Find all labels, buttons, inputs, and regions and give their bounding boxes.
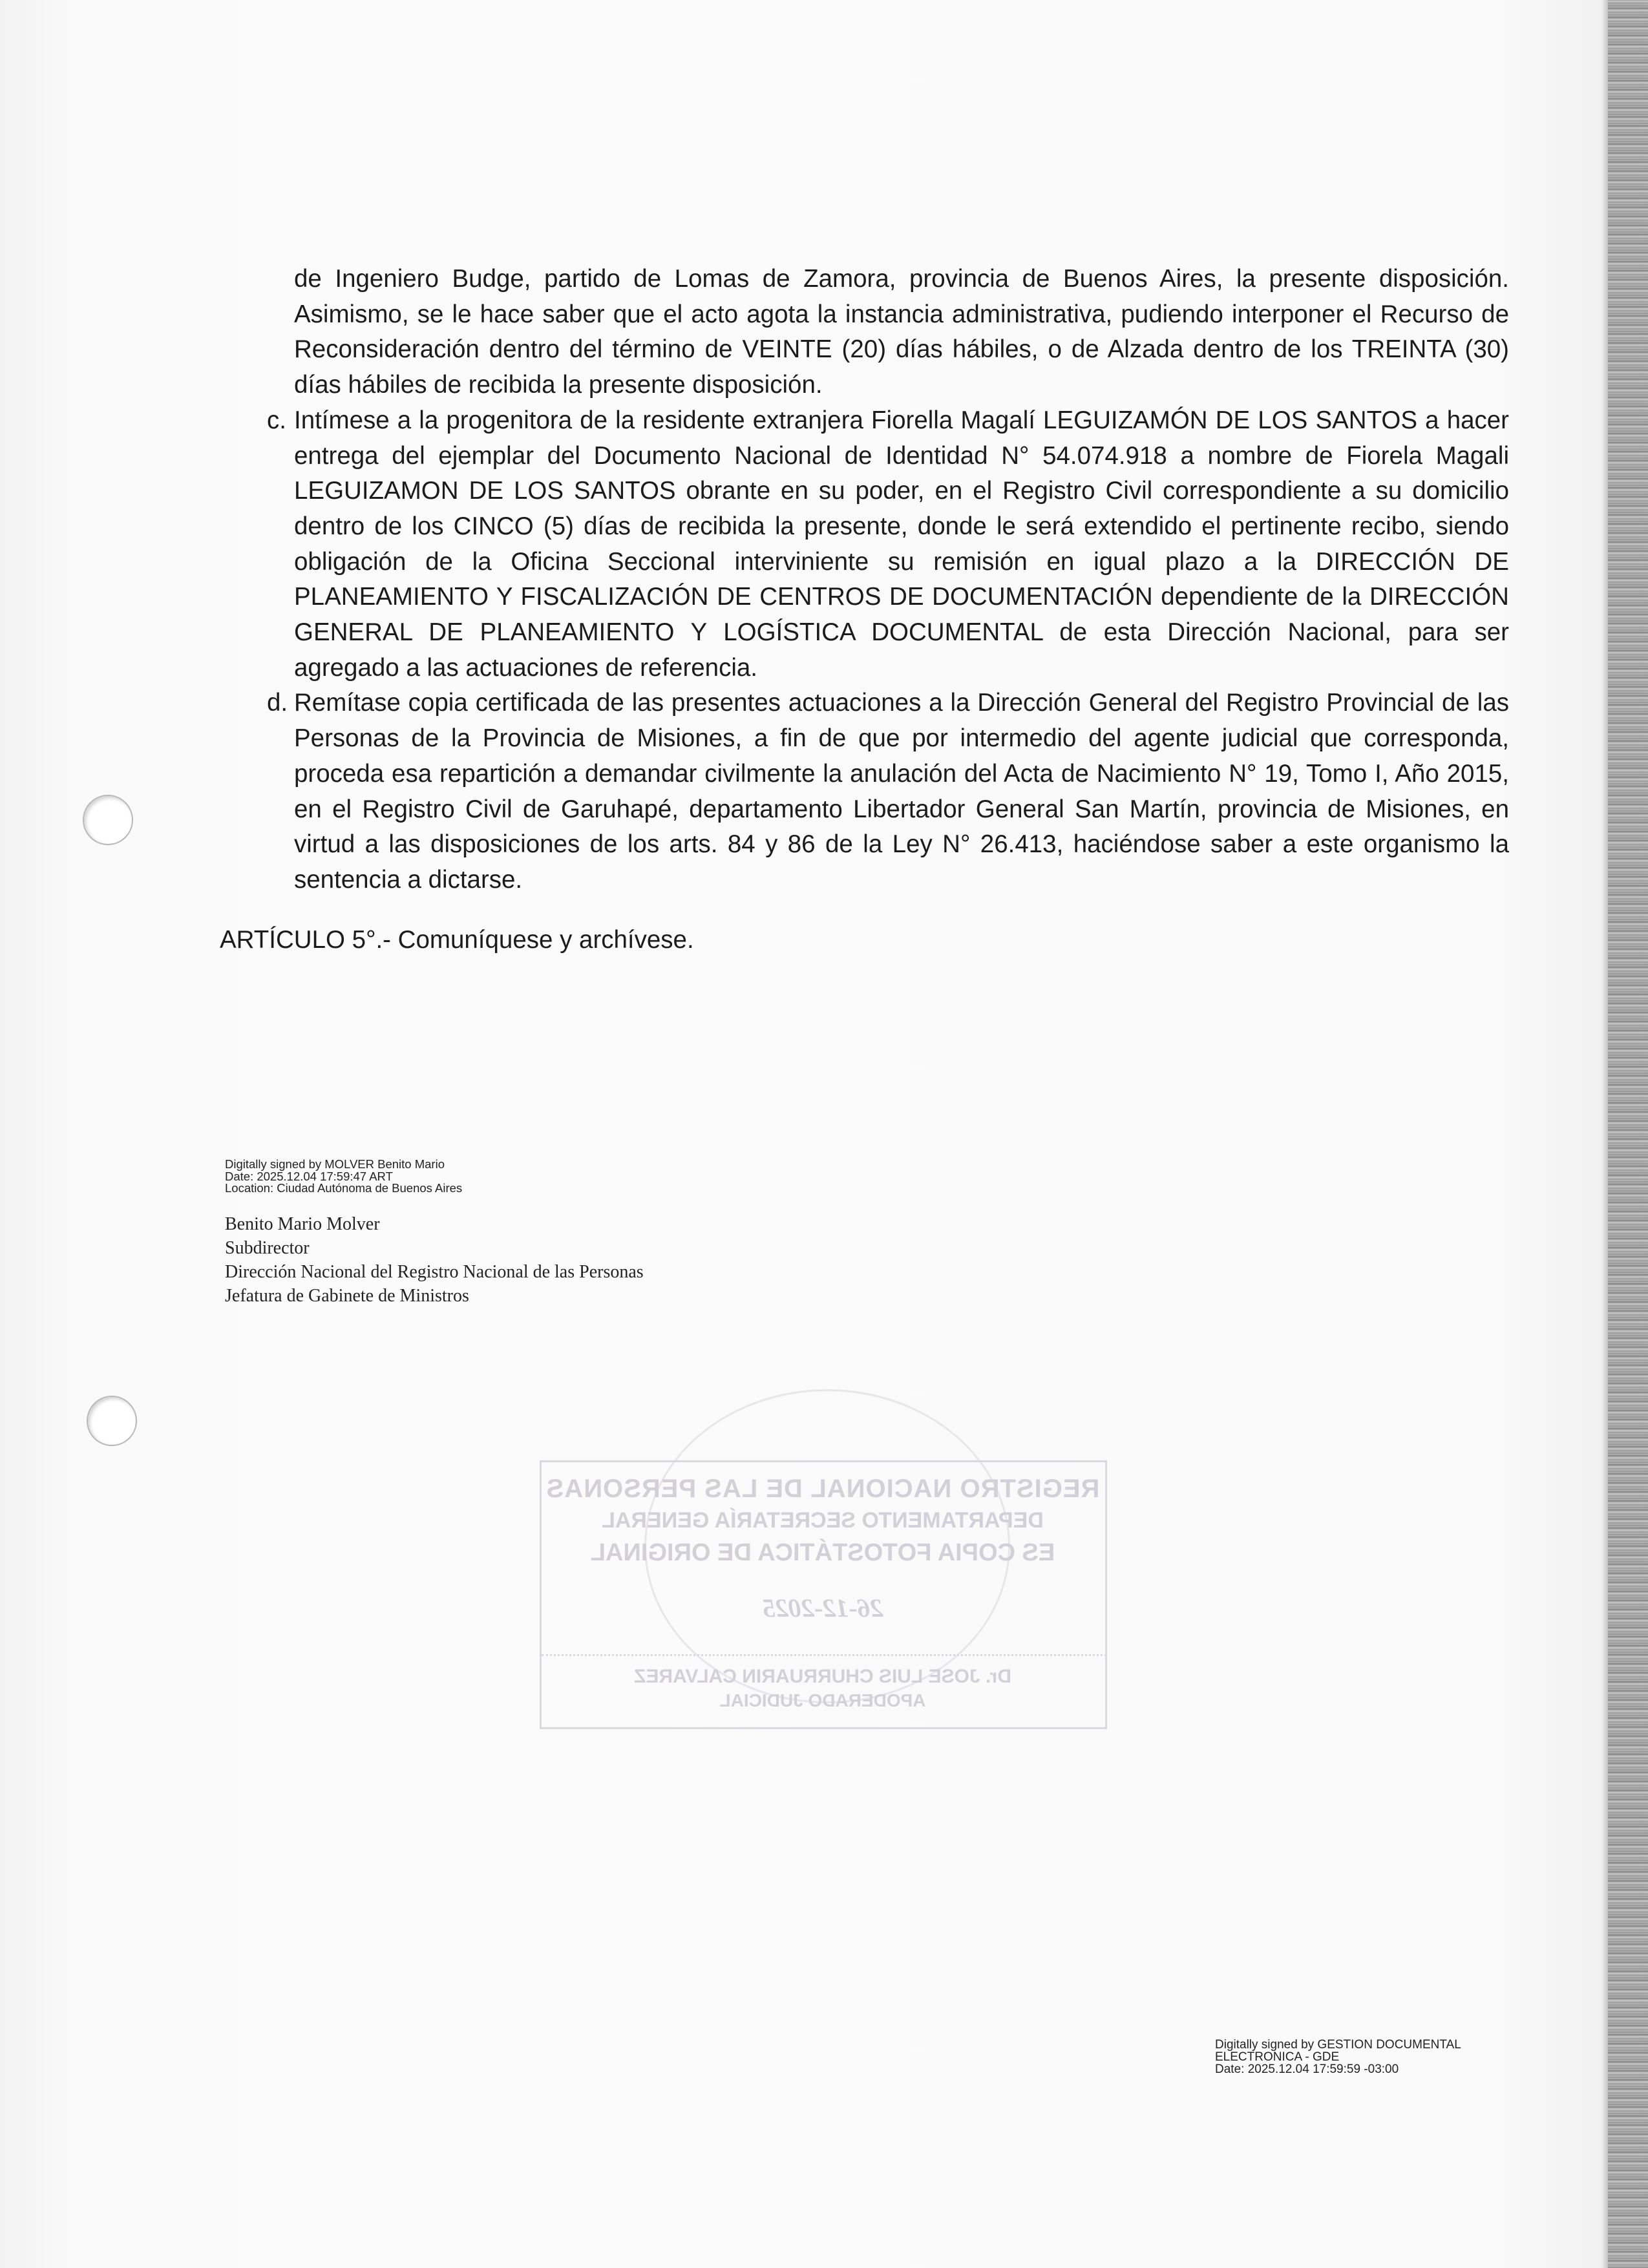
- signer-role: Subdirector: [225, 1238, 310, 1258]
- stamp-line: REGISTRO NACIONAL DE LAS PERSONAS: [545, 1475, 1100, 1503]
- scan-edge-shadow: [1608, 0, 1648, 2268]
- digital-signature-line: Date: 2025.12.04 17:59:47 ART: [225, 1169, 393, 1183]
- digital-signature-line: Location: Ciudad Autónoma de Buenos Aires: [225, 1181, 463, 1195]
- item-marker: d.: [267, 689, 288, 717]
- gde-signature-line: Digitally signed by GESTION DOCUMENTAL: [1215, 2038, 1461, 2052]
- article-5: ARTÍCULO 5°.- Comuníquese y archívese.: [220, 925, 694, 954]
- signer-ministry: Jefatura de Gabinete de Ministros: [225, 1286, 469, 1306]
- stamp-line: Dr. JOSE LUIS CHURRUARIN CALVAREZ: [634, 1666, 1011, 1687]
- stamp-line: ES COPIA FOTOSTÁTICA DE ORIGINAL: [590, 1539, 1055, 1566]
- punch-hole: [83, 795, 133, 845]
- item-b-continuation: de Ingeniero Budge, partido de Lomas de Zamora, provincia de Buenos Aires, la presente disposición. Asimismo, se le hace saber que el acto agota la instancia administrativa, pudiendo interponer el Recurso de Reconsideración dentro del término de VEINTE (20) días hábiles, o de Alzada dentro de los TREINTA (30) días hábiles de recibida la presente disposición.: [294, 265, 1509, 399]
- digital-signature-line: Digitally signed by MOLVER Benito Mario: [225, 1157, 445, 1171]
- signer-name: Benito Mario Molver: [225, 1214, 380, 1234]
- item-text: Remítase copia certificada de las presentes actuaciones a la Dirección General del Registro Provincial de las Personas de la Provincia de Misiones, a fin de que por intermedio del agente judicial que corresponda, proceda esa repartición a demandar civilmente la anulación del Acta de Nacimiento N° 19, Tomo I, Año 2015, en el Registro Civil de Garuhapé, departamento Libertador General San Martín, provincia de Misiones, en virtud a las disposiciones de los arts. 84 y 86 de la Ley N° 26.413, haciéndose saber a este organismo la sentencia a dictarse.: [294, 689, 1509, 894]
- stamp-date: 26-12-2025: [762, 1593, 883, 1622]
- bleed-through-stamp: [538, 1460, 1107, 1732]
- item-text: Intímese a la progenitora de la residente extranjera Fiorella Magalí LEGUIZAMÓN DE LOS SANTOS a hacer entrega del ejemplar del Documento Nacional de Identidad N° 54.074.918 a nombre de Fiorela Magali LEGUIZAMON DE LOS SANTOS obrante en su poder, en el Registro Civil correspondiente a su domicilio dentro de los CINCO (5) días de recibida la presente, donde le será extendido el pertinente recibo, siendo obligación de la Oficina Seccional interviniente su remisión en igual plazo a la DIRECCIÓN DE PLANEAMIENTO Y FISCALIZACIÓN DE CENTROS DE DOCUMENTACIÓN dependiente de la DIRECCIÓN GENERAL DE PLANEAMIENTO Y LOGÍSTICA DOCUMENTAL de esta Dirección Nacional, para ser agregado a las actuaciones de referencia.: [294, 406, 1509, 682]
- document-body: [220, 262, 1509, 958]
- item-d: [220, 686, 1509, 898]
- signer-office: Dirección Nacional del Registro Nacional de las Personas: [225, 1262, 644, 1282]
- item-c: [220, 403, 1509, 686]
- gde-signature-line: ELECTRONICA - GDE: [1215, 2050, 1340, 2064]
- digital-signature-stamp: [225, 1159, 462, 1195]
- gde-signature-line: Date: 2025.12.04 17:59:59 -03:00: [1215, 2063, 1399, 2076]
- punch-hole: [87, 1396, 137, 1446]
- gde-digital-signature: [1215, 2039, 1461, 2075]
- stamp-line: DEPARTAMENTO SECRETARÍA GENERAL: [602, 1508, 1044, 1533]
- stamp-divider: [541, 1654, 1107, 1656]
- item-marker: c.: [267, 406, 286, 434]
- signer-block: [225, 1212, 644, 1308]
- stamp-line: APODERADO JUDICIAL: [719, 1690, 926, 1710]
